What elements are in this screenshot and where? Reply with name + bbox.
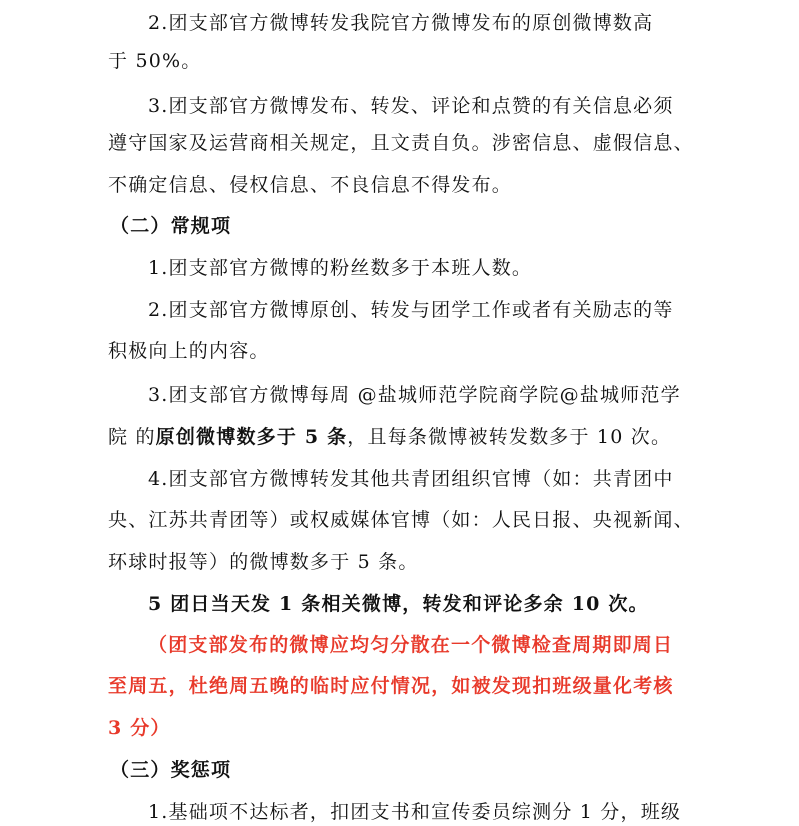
section-heading: （二）常规项: [110, 215, 232, 237]
line-prefix: 院 的: [108, 426, 156, 448]
paragraph-line: 积极向上的内容。: [108, 340, 270, 362]
notice-line: （团支部发布的微博应均匀分散在一个微博检查周期即周日: [148, 634, 674, 656]
paragraph-line: 2.团支部官方微博转发我院官方微博发布的原创微博数高: [148, 12, 654, 34]
notice-line: 3 分）: [108, 717, 171, 739]
paragraph-line: 不确定信息、侵权信息、不良信息不得发布。: [108, 174, 513, 196]
notice-line: 至周五，杜绝周五晚的临时应付情况，如被发现扣班级量化考核: [108, 675, 674, 697]
bold-requirement: 原创微博数多于 5 条: [155, 426, 348, 448]
paragraph-line: 3.团支部官方微博发布、转发、评论和点赞的有关信息必须: [148, 95, 674, 117]
paragraph-line: 3.团支部官方微博每周 @盐城师范学院商学院@盐城师范学: [148, 384, 681, 406]
section-heading: （三）奖惩项: [110, 759, 232, 781]
paragraph-line: 于 50%。: [108, 50, 202, 72]
paragraph-line: 央、江苏共青团等）或权威媒体官博（如：人民日报、央视新闻、: [108, 509, 694, 531]
paragraph-line: 遵守国家及运营商相关规定，且文责自负。涉密信息、虚假信息、: [108, 132, 694, 154]
paragraph-line: 4.团支部官方微博转发其他共青团组织官博（如：共青团中: [148, 468, 674, 490]
paragraph-line: 2.团支部官方微博原创、转发与团学工作或者有关励志的等: [148, 299, 674, 321]
line-suffix: ，且每条微博被转发数多于 10 次。: [347, 426, 672, 448]
paragraph-line-mixed: [108, 424, 671, 450]
paragraph-line-bold: 5 团日当天发 1 条相关微博，转发和评论多余 10 次。: [148, 593, 649, 615]
paragraph-line: 1.基础项不达标者，扣团支书和宣传委员综测分 1 分，班级: [148, 801, 682, 823]
paragraph-line: 环球时报等）的微博数多于 5 条。: [108, 551, 419, 573]
paragraph-line: 1.团支部官方微博的粉丝数多于本班人数。: [148, 257, 533, 279]
